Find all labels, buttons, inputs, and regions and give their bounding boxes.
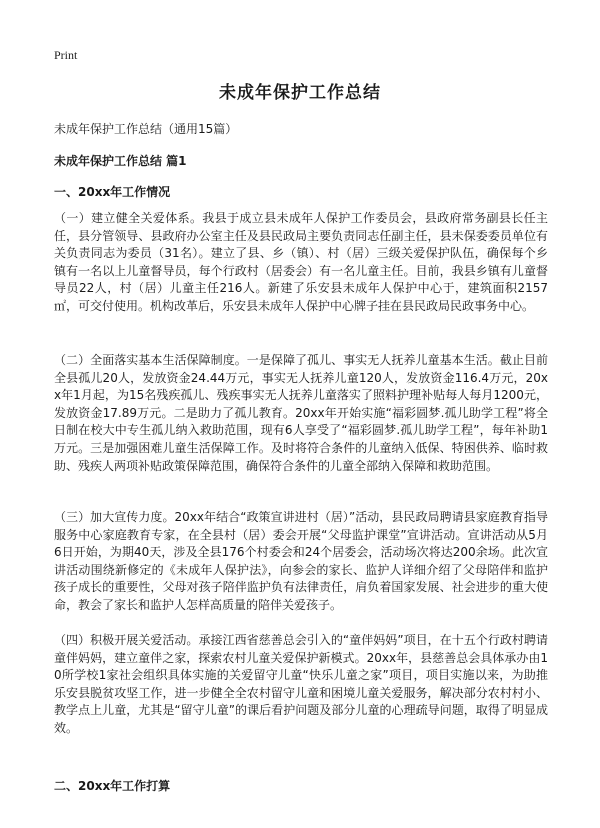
document-title: 未成年保护工作总结: [219, 83, 381, 103]
section-heading-1: 一、20xx年工作情况: [54, 185, 171, 199]
paragraph-2: （二）全面落实基本生活保障制度。一是保障了孤儿、事实无人抚养儿童基本生活。截止目前全县孤儿20人，发放资金24.44万元，事实无人抚养儿童120人，发放资金116.4万元，20xx年1月起，为15名残疾孤儿、残疾事实无人抚养儿童落实了照料护理补贴每人每月1200元，发放资金17.89万元。二是助力了孤儿教育。20xx年开始实施“福彩圆梦.孤儿助学工程”将全日制在校大中专生孤儿纳入救助范围，现有6人享受了“福彩圆梦.孤儿助学工程”，每年补助1万元。三是加强困难儿童生活保障工作。及时将符合条件的儿童纳入低保、特困供养、临时救助、残疾人两项补贴政策保障范围，确保符合条件的儿童全部纳入保障和救助范围。: [54, 353, 548, 473]
article-heading: 未成年保护工作总结 篇1: [54, 154, 187, 168]
paragraph-3: （三）加大宣传力度。20xx年结合“政策宣讲进村（居）”活动，县民政局聘请县家庭教育指导服务中心家庭教育专家，在全县村（居）委会开展“父母监护课堂”宣讲活动。宣讲活动从5月6日开始，为期40天，涉及全县176个村委会和24个居委会，活动场次将达200余场。此次宣讲活动围绕新修定的《未成年人保护法》，向参会的家长、监护人详细介绍了父母陪伴和监护孩子成长的重要性，父母对孩子陪伴监护负有法律责任，肩负着国家发展、社会进步的重大使命，教会了家长和监护人怎样高质量的陪伴关爱孩子。: [54, 510, 548, 612]
section-heading-2: 二、20xx年工作打算: [54, 779, 171, 793]
paragraph-4: （四）积极开展关爱活动。承接江西省慈善总会引入的“童伴妈妈”项目，在十五个行政村聘请童伴妈妈，建立童伴之家，探索农村儿童关爱保护新模式。20xx年，县慈善总会具体承办由10所学校1家社会组织具体实施的关爱留守儿童“快乐儿童之家”项目，项目实施以来，为助推乐安县脱贫攻坚工作，进一步健全全农村留守儿童和困境儿童关爱服务，解决部分农村村小、教学点上儿童，尤其是“留守儿童”的课后看护问题及部分儿童的心理疏导问题，取得了明显成效。: [54, 633, 548, 735]
paragraph-1: （一）建立健全关爱体系。我县于成立县未成年人保护工作委员会，县政府常务副县长任主任，县分管领导、县政府办公室主任及县民政局主要负责同志任副主任，县未保委委员单位有关负责同志为委员（31名）。建立了县、乡（镇）、村（居）三级关爱保护队伍，确保每个乡镇有一名以上儿童督导员，每个行政村（居委会）有一名儿童主任。目前，我县乡镇有儿童督导员22人，村（居）儿童主任216人。新建了乐安县未成年人保护中心于，建筑面积2157㎡，可交付使用。机构改革后，乐安县未成年人保护中心牌子挂在县民政局民政事务中心。: [54, 211, 548, 313]
print-link[interactable]: Print: [54, 48, 78, 62]
document-subtitle: 未成年保护工作总结（通用15篇）: [54, 122, 238, 136]
